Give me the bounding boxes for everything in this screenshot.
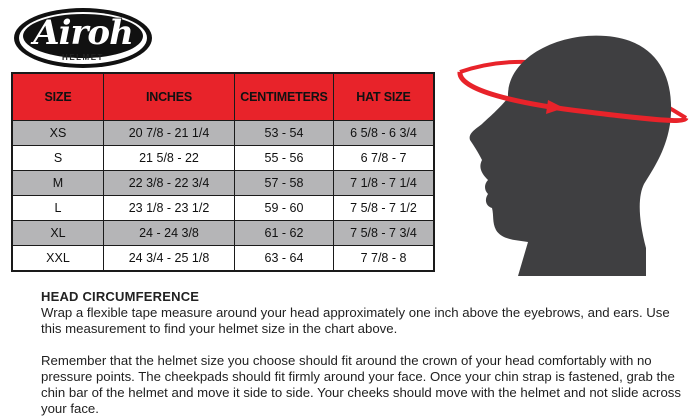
instruction-paragraph-measure: Wrap a flexible tape measure around your head approximately one inch above the eyebrows, and ears. Use this measurement to find your helmet size in the chart above. bbox=[41, 305, 670, 336]
cell-centimeters: 57 - 58 bbox=[235, 171, 334, 196]
table-row bbox=[12, 146, 434, 171]
cell-hat-size: 6 7/8 - 7 bbox=[334, 146, 435, 171]
cell-centimeters: 53 - 54 bbox=[235, 121, 334, 146]
cell-hat-size: 7 5/8 - 7 1/2 bbox=[334, 196, 435, 221]
instructions-section bbox=[41, 288, 681, 417]
cell-inches: 22 3/8 - 22 3/4 bbox=[104, 171, 235, 196]
table-row bbox=[12, 121, 434, 146]
cell-size: S bbox=[12, 146, 104, 171]
cell-inches: 24 3/4 - 25 1/8 bbox=[104, 246, 235, 272]
header-inches: INCHES bbox=[104, 73, 235, 121]
cell-centimeters: 61 - 62 bbox=[235, 221, 334, 246]
cell-hat-size: 7 1/8 - 7 1/4 bbox=[334, 171, 435, 196]
brand-subtitle: HELMET bbox=[62, 53, 104, 62]
brand-logo bbox=[12, 6, 154, 70]
cell-inches: 21 5/8 - 22 bbox=[104, 146, 235, 171]
cell-size: XXL bbox=[12, 246, 104, 272]
cell-inches: 23 1/8 - 23 1/2 bbox=[104, 196, 235, 221]
cell-inches: 20 7/8 - 21 1/4 bbox=[104, 121, 235, 146]
cell-size: XS bbox=[12, 121, 104, 146]
cell-size: M bbox=[12, 171, 104, 196]
cell-inches: 24 - 24 3/8 bbox=[104, 221, 235, 246]
cell-centimeters: 59 - 60 bbox=[235, 196, 334, 221]
header-hat-size: HAT SIZE bbox=[334, 73, 435, 121]
table-row bbox=[12, 171, 434, 196]
cell-centimeters: 63 - 64 bbox=[235, 246, 334, 272]
table-row bbox=[12, 246, 434, 272]
header-centimeters: CENTIMETERS bbox=[235, 73, 334, 121]
cell-hat-size: 7 5/8 - 7 3/4 bbox=[334, 221, 435, 246]
head-silhouette-icon bbox=[448, 28, 698, 276]
cell-size: L bbox=[12, 196, 104, 221]
table-row bbox=[12, 221, 434, 246]
section-heading: HEAD CIRCUMFERENCE bbox=[41, 289, 200, 304]
cell-hat-size: 7 7/8 - 8 bbox=[334, 246, 435, 272]
brand-name: Airoh bbox=[33, 13, 133, 53]
table-header-row bbox=[12, 73, 434, 121]
header-size: SIZE bbox=[12, 73, 104, 121]
cell-size: XL bbox=[12, 221, 104, 246]
size-chart-table bbox=[11, 72, 435, 272]
cell-centimeters: 55 - 56 bbox=[235, 146, 334, 171]
table-row bbox=[12, 196, 434, 221]
cell-hat-size: 6 5/8 - 6 3/4 bbox=[334, 121, 435, 146]
head-illustration bbox=[448, 28, 698, 276]
instruction-paragraph-fit: Remember that the helmet size you choose should fit around the crown of your head comfortably with no pressure points. The cheekpads should fit firmly around your face. Once your chin strap is fastened, grab the chin bar of the helmet and move it side to side. Your cheeks should move with the helmet and not slide across your face. bbox=[41, 353, 681, 416]
